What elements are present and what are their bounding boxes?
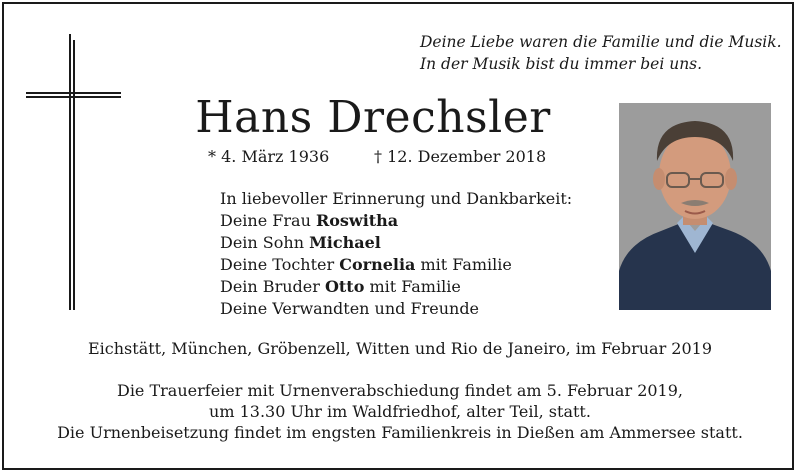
motto-line: Deine Liebe waren die Familie und die Musik.	[420, 33, 782, 51]
ceremony-line: um 13.30 Uhr im Waldfriedhof, alter Teil, statt.	[209, 402, 591, 421]
motto-line: In der Musik bist du immer bei uns.	[420, 55, 703, 73]
ceremony-line: Die Trauerfeier mit Urnenverabschiedung findet am 5. Februar 2019,	[116, 381, 683, 400]
mourner-line: Dein Sohn Michael	[220, 233, 381, 252]
deceased-name: Hans Drechsler	[195, 92, 551, 143]
death-date: † 12. Dezember 2018	[374, 147, 547, 166]
mourner-line: Dein Bruder Otto mit Familie	[220, 277, 461, 296]
mourner-name: Cornelia	[339, 255, 416, 274]
mourner-name: Roswitha	[315, 211, 399, 230]
mourners-intro: In liebevoller Erinnerung und Dankbarkeit:	[220, 189, 573, 208]
portrait-photo	[619, 103, 771, 310]
mourner-name: Michael	[309, 233, 381, 252]
mourner-name: Otto	[324, 277, 365, 296]
motto	[420, 31, 780, 75]
cross-icon	[0, 0, 130, 320]
mourners-closing: Deine Verwandten und Freunde	[220, 299, 480, 318]
mourner-line: Deine Tochter Cornelia mit Familie	[220, 255, 512, 274]
birth-date: * 4. März 1936	[208, 147, 330, 166]
places-date: Eichstätt, München, Gröbenzell, Witten und Rio de Janeiro, im Februar 2019	[87, 339, 713, 358]
ceremony-line: Die Urnenbeisetzung findet im engsten Familienkreis in Dießen am Ammersee statt.	[57, 423, 743, 442]
mourners-list	[220, 188, 610, 320]
mourner-line: Deine Frau Roswitha	[220, 211, 399, 230]
ceremony-info	[0, 380, 800, 443]
